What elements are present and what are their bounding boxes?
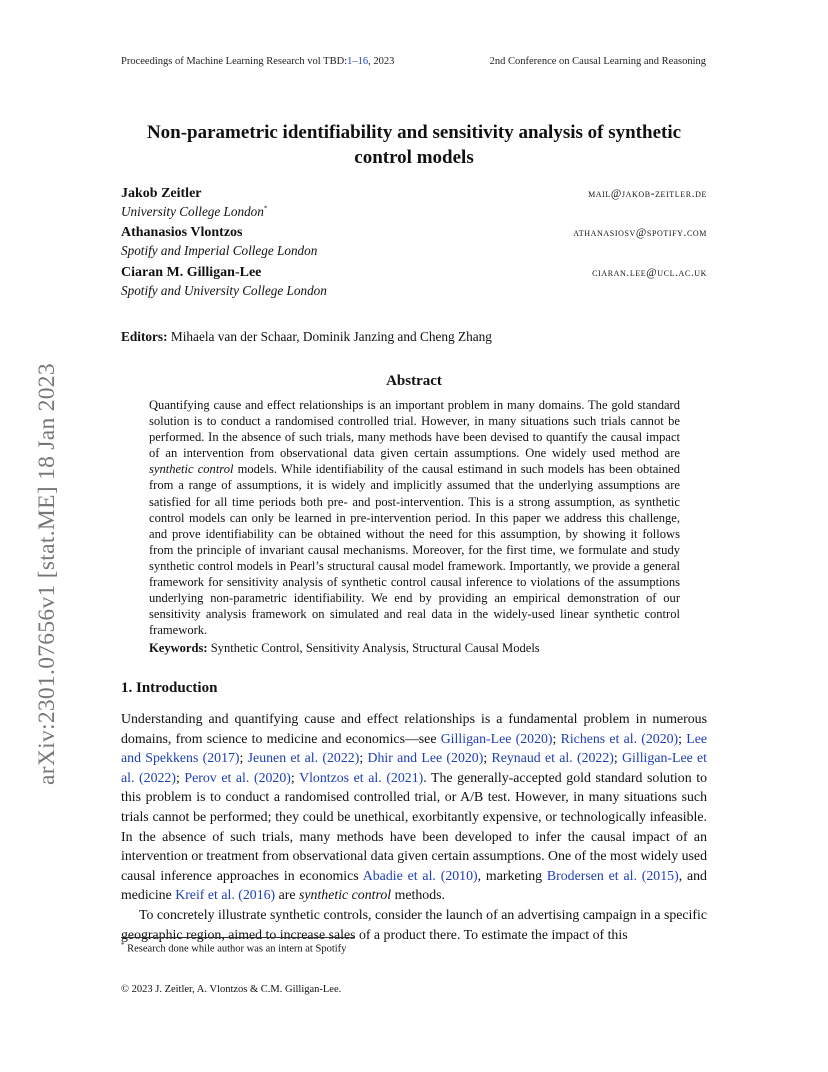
citation-link[interactable]: Richens et al. (2020) xyxy=(560,730,679,746)
affiliation-footnote-mark: * xyxy=(263,204,268,213)
editors-line: Editors: Mihaela van der Schaar, Dominik Janzing and Cheng Zhang xyxy=(121,329,492,344)
introduction-body xyxy=(121,709,707,944)
author-affiliation: University College London* xyxy=(121,204,268,219)
abstract-heading: Abstract xyxy=(386,373,442,389)
abstract-body: Quantifying cause and effect relationships is an important problem in many domains. The gold standard solution is to conduct a randomised controlled trial. However, in many situations such trials cannot be performed. In the absence of such trials, many methods have been devised to quantify the causal impact of an intervention from observational data given certain assumptions. One widely used method are synthetic control models. While identifiability of the causal estimand in such models has been obtained from a range of assumptions, it is widely and implicitly assumed that the underlying assumptions are satisfied for all time periods both pre- and post-intervention. This is a strong assumption, as synthetic control models can only be learned in pre-intervention period. In this paper we address this challenge, and prove identifiability can be obtained without the need for this assumption, by showing it follows from the principle of invariant causal mechanisms. Moreover, for the first time, we formulate and study synthetic control models in Pearl’s structural causal model framework. Importantly, we provide a general framework for sensitivity analysis of synthetic control causal inference to violations of the assumptions underlying non-parametric identifiability. We end by providing an empirical demonstration of our sensitivity analysis framework on simulated and real data in the widely-used linear synthetic control framework. xyxy=(149,398,680,638)
author-email: athanasiosv@spotify.com xyxy=(573,227,707,239)
intro-paragraph-2: To concretely illustrate synthetic controls, consider the launch of an advertising campaign in a specific geographic region, aimed to increase sales of a product there. To estimate the impact of this xyxy=(121,906,707,942)
paper-title: Non-parametric identifiability and sensitivity analysis of synthetic control models xyxy=(146,122,682,168)
citation-link[interactable]: Gilligan-Lee (2020) xyxy=(440,730,553,746)
citation-link[interactable]: Abadie et al. (2010) xyxy=(362,867,478,883)
citation-link[interactable]: Brodersen et al. (2015) xyxy=(546,867,679,883)
citation-link[interactable]: Lee and Spekkens (2017) xyxy=(121,730,707,766)
section-heading: 1. Introduction xyxy=(121,680,218,696)
citation-link[interactable]: Dhir and Lee (2020) xyxy=(367,750,484,766)
footnote: * Research done while author was an intern at Spotify xyxy=(121,941,347,955)
author-block-3 xyxy=(121,265,707,299)
citation-link[interactable]: Kreif et al. (2016) xyxy=(175,887,276,903)
author-name: Ciaran M. Gilligan-Lee xyxy=(121,265,262,280)
citation-link[interactable]: Perov et al. (2020) xyxy=(184,769,291,785)
author-block-1 xyxy=(121,186,707,220)
author-name: Jakob Zeitler xyxy=(121,186,202,201)
author-name: Athanasios Vlontzos xyxy=(121,225,243,240)
citation-link[interactable]: Gilligan-Lee et al. (2022) xyxy=(121,750,708,785)
citation-link[interactable]: Reynaud et al. (2022) xyxy=(491,750,614,766)
citation-link[interactable]: Jeunen et al. (2022) xyxy=(247,750,360,766)
intro-paragraph-1: Understanding and quantifying cause and effect relationships is a fundamental problem in numerous domains, from science to medicine and economics—see Gilligan-Lee (2020); Richens et al. (2020); Lee and Spekkens (2017); Jeunen et al. (2022); Dhir and Lee (2020); Reynaud et al. (2022); Gilligan-Lee et al. (2022); Perov et al. (2020); Vlontzos et al. (2021). The generally-accepted gold standard solution to this problem is to conduct a randomised controlled trial, or A/B test. However, in many situations such trials cannot be performed; they could be unethical, exorbitantly expensive, or technologically infeasible. In the absence of such trials, many methods have been developed to infer the causal impact of an intervention or treatment from observational data given certain assumptions. One of the most widely used causal inference approaches in economics Abadie et al. (2010), marketing Brodersen et al. (2015), and medicine Kreif et al. (2016) are synthetic control methods. xyxy=(121,711,708,903)
author-affiliation: Spotify and Imperial College London xyxy=(121,243,318,258)
running-header-right: 2nd Conference on Causal Learning and Reasoning xyxy=(489,56,706,67)
footnote-rule xyxy=(121,937,355,938)
arxiv-identifier-stamp: arXiv:2301.07656v1 [stat.ME] 18 Jan 2023 xyxy=(34,363,60,785)
author-email: ciaran.lee@ucl.ac.uk xyxy=(592,267,707,279)
author-email: mail@jakob-zeitler.de xyxy=(588,188,707,200)
author-block-2 xyxy=(121,225,707,259)
copyright-line: © 2023 J. Zeitler, A. Vlontzos & C.M. Gilligan-Lee. xyxy=(121,984,342,995)
citation-link[interactable]: Vlontzos et al. (2021) xyxy=(299,769,424,785)
page-range-link[interactable]: 1–16 xyxy=(347,56,369,67)
running-header-left: Proceedings of Machine Learning Research vol TBD:1–16, 2023 xyxy=(121,56,395,67)
keywords-line: Keywords: Synthetic Control, Sensitivity Analysis, Structural Causal Models xyxy=(149,641,540,655)
author-affiliation: Spotify and University College London xyxy=(121,283,327,298)
